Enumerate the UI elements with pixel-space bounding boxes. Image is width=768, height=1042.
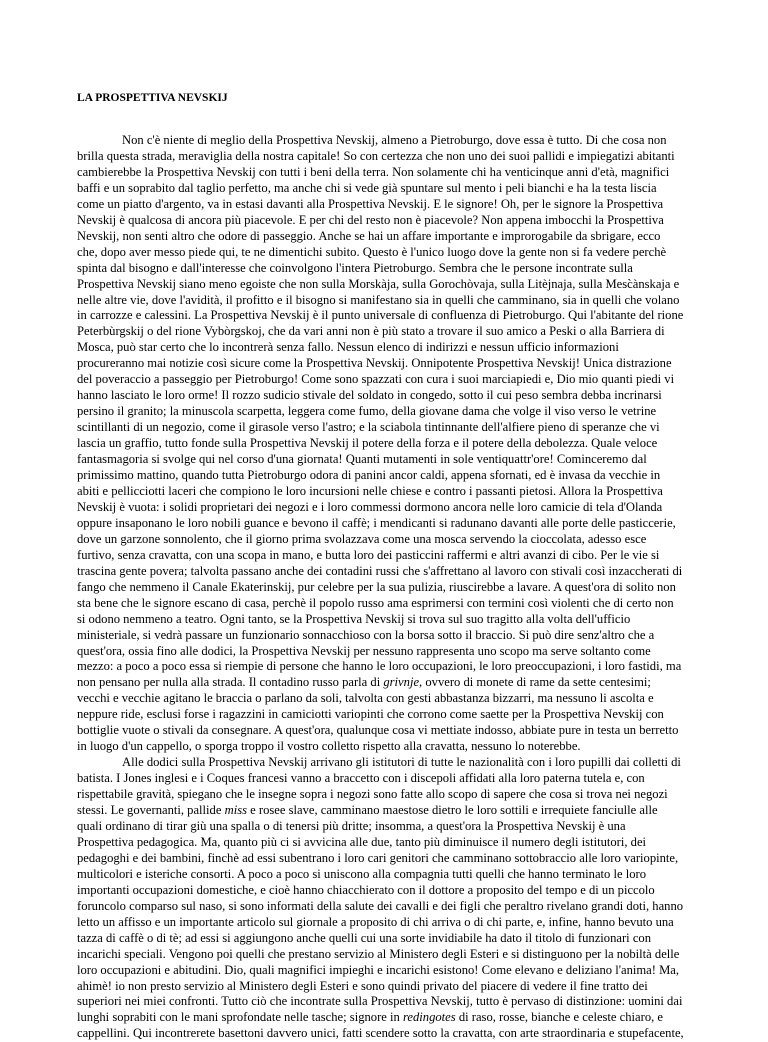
text-line — [77, 659, 727, 675]
text-run: che, dopo aver messo piede qui, te ne dimentichi subito. Questo è l'unico luogo dove la gente non si fa vedere perchè — [77, 244, 667, 259]
text-run: primissimo mattino, quando tutta Pietroburgo odora di panini ancor caldi, appena sfornati, ed è invasa da vecchie in — [77, 468, 661, 483]
text-line — [77, 197, 727, 213]
text-line — [77, 835, 727, 851]
text-run: Mosca, può star certo che lo incontrerà senza fallo. Nessun elenco di indirizzi e nessun ufficio informazioni — [77, 340, 619, 355]
text-line — [77, 691, 727, 707]
text-run: Nevskij è vuota: i solidi proprietari dei negozi e i loro commessi dormono ancora nelle loro camicie di tela d'Olanda — [77, 499, 663, 514]
text-line — [77, 947, 727, 963]
text-line — [77, 277, 727, 293]
text-run: foruncolo comparso sul naso, si sono informati della salute dei cavalli e dei figli che peraltro rivelano grandi doti, hanno — [77, 898, 684, 913]
text-run: incarichi speciali. Vengono poi quelli che prestano servizio al Ministero degli Esteri e si distinguono per la nobiltà delle — [77, 946, 680, 961]
text-line — [77, 787, 727, 803]
text-line — [77, 340, 727, 356]
text-run: Non c'è niente di meglio della Prospettiva Nevskij, almeno a Pietroburgo, dove essa è tutto. Di che cosa non — [122, 133, 667, 147]
text-run: , ovvero di monete di rame da sette centesimi; — [419, 675, 651, 690]
text-line — [77, 931, 727, 947]
text-run: rispettabile gravità, spiegano che le insegne sopra i negozi sono fatte allo scopo di sapere che cosa si trova nei negozi — [77, 787, 668, 802]
text-line — [77, 580, 727, 596]
italic-term: redingotes — [402, 1010, 456, 1025]
italic-term: miss — [224, 803, 247, 818]
text-line — [77, 548, 727, 564]
text-run: fantasmagoria si svolge qui nel corso d'una giornata! Quanti mutamenti in sole ventiquattr'ore! Cominceremo dal — [77, 452, 647, 467]
text-line — [77, 245, 727, 261]
text-run: neppure ride, esclusi forse i ragazzini in camiciotti variopinti che corrono come saette per la Prospettiva Nevskij con — [77, 707, 664, 722]
text-run: vecchi e vecchie agitano le braccia o parlano da soli, talvolta con gesti abbastanza bizzarri, ma nessuno li ascolta e — [77, 691, 654, 706]
text-line — [77, 165, 727, 181]
text-line — [77, 963, 727, 979]
text-line — [77, 261, 727, 277]
text-line — [77, 755, 727, 771]
text-line — [77, 739, 727, 755]
text-run: nelle altre vie, dove l'avidità, il profitto e il bisogno si manifestano sia in quelli che camminano, sia in quelli che volano — [77, 292, 680, 307]
text-line — [77, 723, 727, 739]
text-run: in carrozze e calessini. La Prospettiva Nevskij è il punto universale di confluenza di Pietroburgo. Qui l'abitante del rione — [77, 308, 684, 323]
text-line — [77, 372, 727, 388]
text-line — [77, 867, 727, 883]
text-line — [77, 596, 727, 612]
text-line — [77, 532, 727, 548]
text-run: quest'ora, ossia fino alle dodici, la Prospettiva Nevskij per nessuno rappresenta uno scopo ma serve soltanto come — [77, 643, 651, 658]
text-run: baffi e un soprabito dal taglio perfetto, ma anche chi si vede già spuntare sul mento i peli bianchi e ha la testa liscia — [77, 180, 657, 195]
text-run: letto un affisso e un importante articolo sul giornale a proposito di chi arriva o di chi parte, e, infine, hanno bevuto una — [77, 914, 674, 929]
text-line — [77, 899, 727, 915]
text-run: abiti e pellicciotti laceri che compiono le loro incursioni nelle chiese e contro i passanti pietosi. Allora la Prospettiva — [77, 483, 663, 498]
text-run: Prospettiva pedagogica. Ma, quanto più ci si avvicina alle due, tanto più diminuisce il numero degli istitutori, dei — [77, 834, 647, 849]
text-line — [77, 404, 727, 420]
text-run: oppure insaponano le loro nobili guance e bevono il caffè; i mendicanti si radunano davanti alle porte delle pasticcerie, — [77, 515, 676, 530]
text-run: spinta dal bisogno e dall'interesse che coinvolgono l'intera Pietroburgo. Sembra che le persone incontrate sulla — [77, 260, 633, 275]
text-line — [77, 1010, 727, 1026]
text-run: mezzo: a poco a poco essa si riempie di persone che hanno le loro occupazioni, le loro preoccupazioni, i loro fastidi, ma — [77, 659, 682, 674]
text-run: e rosee slave, camminano maestose dietro le loro sottili e irrequiete fanciulle alle — [247, 803, 658, 818]
text-run: tazza di caffè o di tè; ad essi si aggiungono anche quelli cui una sorte invidiabile ha dato il titolo di funzionari con — [77, 930, 652, 945]
text-run: di raso, rosse, bianche e celeste chiaro, e — [455, 1010, 664, 1025]
text-run: ministeriale, si vedrà passare un funzionario sonnacchioso con la borsa sotto il braccio. Si può dire senz'altro che a — [77, 627, 655, 642]
text-run: scintillanti di un negozio, come il girasole verso l'astro; e la sciabola tintinnante dell'alfiere pieno di speranze che vi — [77, 420, 660, 435]
text-line — [77, 819, 727, 835]
text-run: trascina gente povera; talvolta passano anche dei contadini russi che s'affrettano al lavoro con stivali così inzaccherati di — [77, 563, 683, 578]
text-run: pedagoghi e dei bambini, finchè ad essi subentrano i loro cari genitori che camminano sottobraccio alle loro variopinte, — [77, 850, 679, 865]
text-run: bottiglie vuote o stivali da consegnare. A quest'ora, qualunque cosa vi mettiate indosso, abbiate pure in testa un berretto — [77, 723, 679, 738]
text-line — [77, 388, 727, 404]
text-run: hanno lasciato le loro orme! Il rozzo sudicio stivale del soldato in congedo, sotto il cui peso sembra debba incrinarsi — [77, 388, 662, 403]
paragraph — [77, 133, 727, 755]
text-run: lascia un graffio, tutto fonde sulla Prospettiva Nevskij il potere della forza e il potere della debolezza. Quale veloce — [77, 436, 658, 451]
text-line — [77, 356, 727, 372]
paragraph — [77, 755, 727, 1042]
text-run: lunghi soprabiti con le mani sprofondate nelle tasche; signore in — [77, 1010, 403, 1025]
text-run: superiori nei miei confronti. Tutto ciò che incontrate sulla Prospettiva Nevskij, tutto è pervaso di distinzione: uomini dai — [77, 994, 683, 1009]
text-run: brilla questa strada, meraviglia della nostra capitale! So con certezza che non uno dei suoi pallidi e impiegatizi abitanti — [77, 148, 675, 163]
text-line — [77, 851, 727, 867]
text-run: del poveraccio a passeggio per Pietroburgo! Come sono spazzati con cura i suoi marciapiedi e, Dio mio quanti piedi vi — [77, 372, 675, 387]
text-run: sta bene che le signore escano di casa, perchè il popolo russo ama esprimersi con termini così violenti che di certo non — [77, 595, 674, 610]
text-line — [77, 213, 727, 229]
text-run: come un piatto d'argento, va in estasi davanti alla Prospettiva Nevskij. E le signore! Oh, per le signore la Prospettiva — [77, 196, 664, 211]
text-line — [77, 229, 727, 245]
text-line — [77, 883, 727, 899]
text-run: cambierebbe la Prospettiva Nevskij con tutti i beni della terra. Non solamente chi ha venticinque anni d'età, magnifici — [77, 164, 670, 179]
text-line — [77, 564, 727, 580]
text-run: Nevskij, non senti altro che odore di passeggio. Anche se hai un affare importante e improrogabile da sbrigare, ecco — [77, 228, 661, 243]
text-line — [77, 293, 727, 309]
text-line — [77, 612, 727, 628]
text-run: Prospettiva Nevskij siano meno egoiste che non sulla Morskàja, sulla Gorochòvaja, sulla Litèjnaja, sulla Mesc̀ànskaja e — [77, 276, 680, 291]
page-title: LA PROSPETTIVA NEVSKIJ — [77, 92, 228, 104]
text-line — [77, 516, 727, 532]
text-line — [77, 420, 727, 436]
text-run: loro occupazioni e abitudini. Dio, quali magnifici impieghi e incarichi esistono! Come elevano e deliziano l'anima! Ma, — [77, 962, 680, 977]
text-line — [77, 994, 727, 1010]
text-line — [77, 133, 727, 149]
text-run: quali ordinano di tirar giù una spalla o di tenersi più dritte; insomma, a quest'ora la Prospettiva Nevskij è una — [77, 818, 626, 833]
text-line — [77, 484, 727, 500]
text-run: Alle dodici sulla Prospettiva Nevskij arrivano gli istitutori di tutte le nazionalità con i loro pupilli dai colletti di — [122, 755, 681, 770]
text-line — [77, 915, 727, 931]
text-line — [77, 803, 727, 819]
text-line — [77, 979, 727, 995]
text-line — [77, 500, 727, 516]
text-run: si odono nemmeno a teatro. Ogni tanto, se la Prospettiva Nevskij si trova sul suo tragitto alla volta dell'ufficio — [77, 611, 631, 626]
text-run: stessi. Le governanti, pallide — [77, 803, 225, 818]
text-run: persino il granito; la minuscola scarpetta, leggera come fumo, della giovane dama che volge il viso verso le vetrine — [77, 404, 657, 419]
text-line — [77, 675, 727, 691]
text-run: furtivo, senza cravatta, con una scopa in mano, e butta loro dei pasticcini raffermi e altri avanzi di cibo. Per le vie si — [77, 547, 660, 562]
text-run: in luogo d'un cappello, o sporga troppo il vostro colletto rispetto alla cravatta, nessuno lo noterebbe. — [77, 739, 581, 754]
text-run: Nevskij è qualcosa di ancora più piacevole. E per chi del resto non è piacevole? Non appena imbocchi la Prospettiva — [77, 212, 664, 227]
text-run: multicolori e isteriche consorti. A poco a poco si uniscono alla compagnia tutti quelli che hanno terminato le loro — [77, 866, 647, 881]
text-line — [77, 149, 727, 165]
text-line — [77, 436, 727, 452]
text-run: fango che nemmeno il Canale Ekaterinskij, pur celebre per la sua pulizia, riuscirebbe a lavare. A quest'ora di solito non — [77, 579, 676, 594]
text-line — [77, 468, 727, 484]
text-run: procureranno mai notizie così sicure come la Prospettiva Nevskij. Onnipotente Prospettiva Nevskij! Unica distrazione — [77, 356, 672, 371]
text-line — [77, 452, 727, 468]
text-run: cappellini. Qui incontrerete basettoni davvero unici, fatti scendere sotto la cravatta, con arte straordinaria e stupefacente, — [77, 1026, 684, 1041]
text-line — [77, 308, 727, 324]
document-body — [77, 133, 727, 1042]
text-run: ahimè! io non presto servizio al Ministero degli Esteri e sono quindi privato del piacere di vedere il fine tratto dei — [77, 978, 648, 993]
text-line — [77, 1026, 727, 1042]
text-run: importanti occupazioni domestiche, e cioè hanno chiacchierato con il dottore a proposito del tempo e di un piccolo — [77, 882, 655, 897]
text-line — [77, 324, 727, 340]
text-line — [77, 771, 727, 787]
text-line — [77, 707, 727, 723]
text-line — [77, 644, 727, 660]
italic-term: grivnje — [383, 675, 420, 690]
text-run: batista. I Jones inglesi e i Coques francesi vanno a braccetto con i discepoli affidati alla loro paterna tutela e, con — [77, 771, 645, 786]
text-line — [77, 628, 727, 644]
text-line — [77, 181, 727, 197]
text-run: dove un garzone sonnolento, che il giorno prima svolazzava come una mosca servendo la cioccolata, adesso esce — [77, 531, 647, 546]
text-run: Peterbùrgskij o del rione Vybòrgskoj, che da vari anni non è più stato a trovare il suo amico a Peski o alla Barriera di — [77, 324, 665, 339]
text-run: non pensano per nulla alla strada. Il contadino russo parla di — [77, 675, 384, 690]
